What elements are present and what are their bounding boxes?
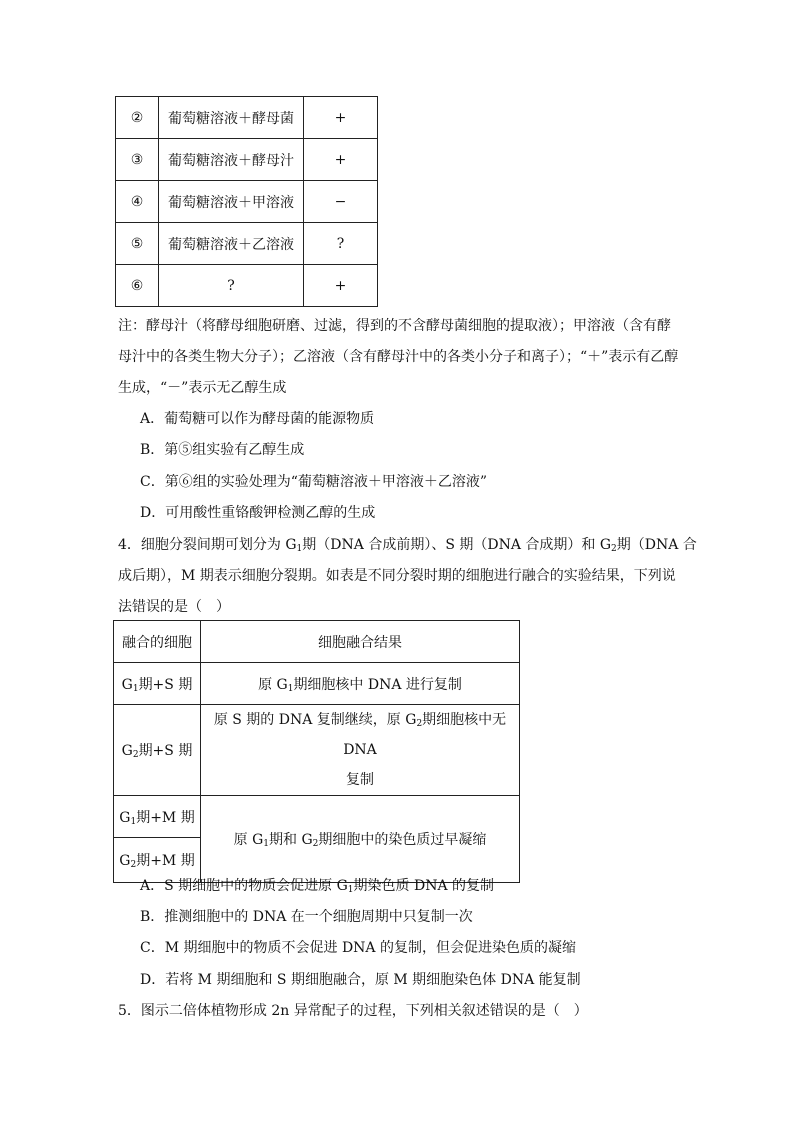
table-note-line-1: 注：酵母汁（将酵母细胞研磨、过滤，得到的不含酵母菌细胞的提取液）；甲溶液（含有酵: [118, 318, 671, 334]
treatment-cell: 葡萄糖溶液＋甲溶液: [159, 181, 304, 223]
table-row: [116, 139, 378, 181]
cell-fusion-table: [113, 620, 520, 883]
experiment-table: [115, 96, 378, 307]
header-fused-cells: 融合的细胞: [114, 621, 201, 663]
fused-cells-cell: $G_1$期+M 期: [114, 796, 201, 838]
table-row: [116, 181, 378, 223]
result-cell: −: [304, 181, 378, 223]
fusion-result-cell: 原 $G_1$期和 $G_2$期细胞中的染色质过早凝缩: [201, 796, 520, 883]
option-d: D．可用酸性重铬酸钾检测乙醇的生成: [140, 505, 376, 521]
header-fusion-result: 细胞融合结果: [201, 621, 520, 663]
group-number: ②: [116, 97, 159, 139]
table-row: [116, 223, 378, 265]
group-number: ⑥: [116, 265, 159, 307]
option-c: C．M 期细胞中的物质不会促进 DNA 的复制，但会促进染色质的凝缩: [140, 940, 576, 956]
question-4-line-1: 4．细胞分裂间期可划分为 $G_1$期（DNA 合成前期）、S 期（DNA 合成期）和 $G_2$期（DNA 合: [118, 537, 697, 554]
question-4-line-3: 法错误的是（ ）: [118, 599, 230, 615]
result-cell: +: [304, 97, 378, 139]
option-d: D．若将 M 期细胞和 S 期细胞融合，原 M 期细胞染色体 DNA 能复制: [140, 972, 581, 988]
table-row: [114, 663, 520, 705]
fusion-result-cell: 原 $G_1$期细胞核中 DNA 进行复制: [201, 663, 520, 705]
table-row: [116, 97, 378, 139]
option-a: A．葡萄糖可以作为酵母菌的能源物质: [140, 411, 375, 427]
table-header-row: [114, 621, 520, 663]
question-4-line-2: 成后期），M 期表示细胞分裂期。如表是不同分裂时期的细胞进行融合的实验结果，下列说: [118, 568, 676, 584]
fused-cells-cell: $G_2$期+M 期: [114, 838, 201, 883]
option-a: A．S 期细胞中的物质会促进原 $G_1$期染色质 DNA 的复制: [140, 878, 495, 895]
table-note-line-2: 母汁中的各类生物大分子）；乙溶液（含有酵母汁中的各类小分子和离子）；“＋”表示有乙醇: [118, 349, 679, 365]
result-cell: ?: [304, 223, 378, 265]
treatment-cell: 葡萄糖溶液＋酵母菌: [159, 97, 304, 139]
table-note-line-3: 生成，“－”表示无乙醇生成: [118, 380, 287, 396]
group-number: ③: [116, 139, 159, 181]
table-row: [114, 796, 520, 838]
option-b: B．第⑤组实验有乙醇生成: [140, 442, 305, 458]
group-number: ⑤: [116, 223, 159, 265]
option-c: C．第⑥组的实验处理为“葡萄糖溶液＋甲溶液＋乙溶液”: [140, 474, 488, 490]
option-b: B．推测细胞中的 DNA 在一个细胞周期中只复制一次: [140, 909, 473, 925]
question-5: 5．图示二倍体植物形成 2n 异常配子的过程，下列相关叙述错误的是（ ）: [118, 1003, 588, 1019]
table-row: [114, 705, 520, 796]
table-row: [116, 265, 378, 307]
fused-cells-cell: $G_1$期+S 期: [114, 663, 201, 705]
fusion-result-cell: 原 S 期的 DNA 复制继续，原 $G_2$期细胞核中无 DNA 复制: [201, 705, 520, 796]
result-cell: +: [304, 139, 378, 181]
treatment-cell: ?: [159, 265, 304, 307]
fused-cells-cell: $G_2$期+S 期: [114, 705, 201, 796]
treatment-cell: 葡萄糖溶液＋乙溶液: [159, 223, 304, 265]
group-number: ④: [116, 181, 159, 223]
result-cell: +: [304, 265, 378, 307]
treatment-cell: 葡萄糖溶液＋酵母汁: [159, 139, 304, 181]
